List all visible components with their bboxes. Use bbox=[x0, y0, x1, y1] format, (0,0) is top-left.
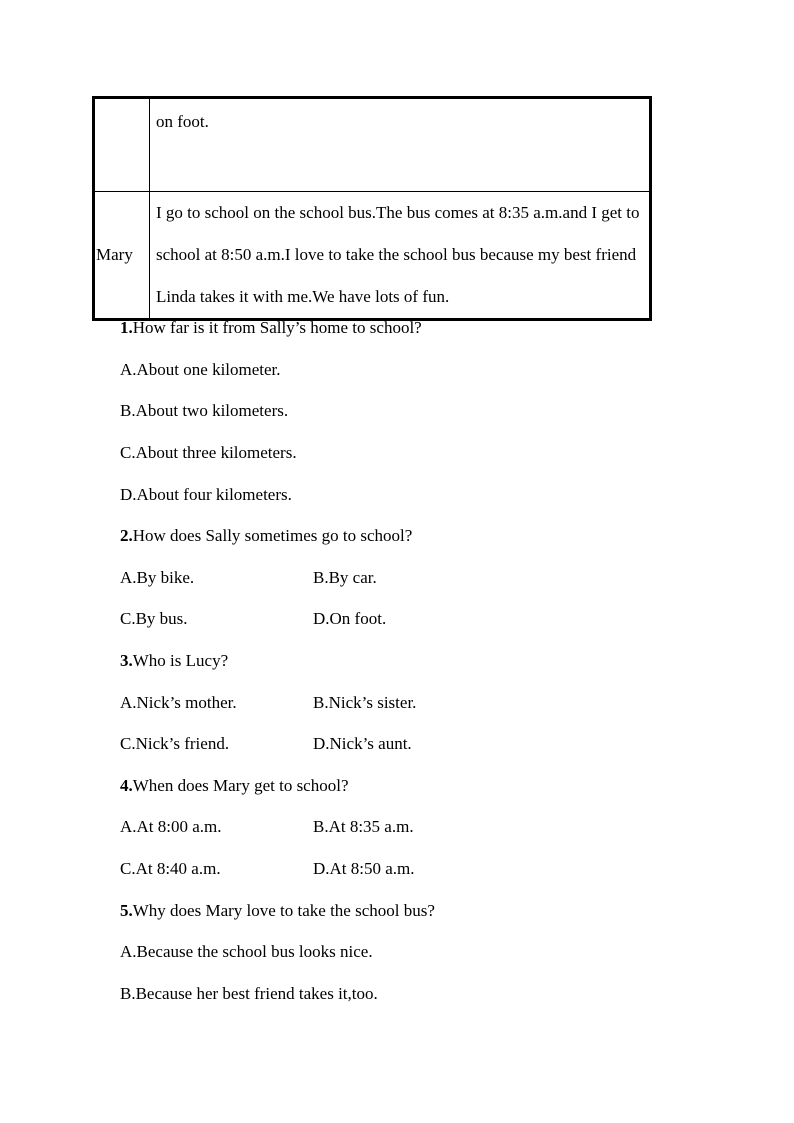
text-cell: on foot. bbox=[150, 98, 651, 192]
question-number: 5. bbox=[120, 901, 133, 920]
option: B.About two kilometers. bbox=[120, 401, 289, 420]
name-label: Mary bbox=[96, 245, 133, 264]
option: C.Nick’s friend. bbox=[120, 734, 230, 753]
option: D.On foot. bbox=[313, 609, 387, 628]
option: A.Nick’s mother. bbox=[120, 693, 237, 712]
reading-table bbox=[92, 96, 652, 321]
option: B.Because her best friend takes it,too. bbox=[120, 984, 378, 1003]
question-text: Who is Lucy? bbox=[132, 651, 229, 670]
question-text: When does Mary get to school? bbox=[132, 776, 349, 795]
question-2 bbox=[120, 526, 412, 546]
option: D.Nick’s aunt. bbox=[313, 734, 412, 753]
name-cell bbox=[94, 98, 150, 192]
question-1 bbox=[120, 318, 422, 338]
name-cell bbox=[94, 192, 150, 320]
option: A.By bike. bbox=[120, 568, 195, 587]
question-number: 3. bbox=[120, 651, 133, 670]
question-text: Why does Mary love to take the school bus? bbox=[132, 901, 435, 920]
question-number: 4. bbox=[120, 776, 133, 795]
option: D.About four kilometers. bbox=[120, 485, 292, 504]
option: D.At 8:50 a.m. bbox=[313, 859, 415, 878]
table-row bbox=[94, 98, 651, 192]
option: B.At 8:35 a.m. bbox=[313, 817, 414, 836]
question-number: 2. bbox=[120, 526, 133, 545]
option: A.Because the school bus looks nice. bbox=[120, 942, 373, 961]
option: C.By bus. bbox=[120, 609, 188, 628]
text-cell: I go to school on the school bus.The bus comes at 8:35 a.m.and I get to school at 8:50 a.m.I love to take the school bus because my best friend Linda takes it with me.We have lots of fun. bbox=[150, 192, 651, 320]
option: A.At 8:00 a.m. bbox=[120, 817, 222, 836]
option: C.At 8:40 a.m. bbox=[120, 859, 221, 878]
question-number: 1. bbox=[120, 318, 133, 337]
question-4 bbox=[120, 776, 349, 796]
option: C.About three kilometers. bbox=[120, 443, 297, 462]
table-row bbox=[94, 192, 651, 320]
question-5 bbox=[120, 901, 435, 921]
question-3 bbox=[120, 651, 228, 671]
option: B.Nick’s sister. bbox=[313, 693, 417, 712]
question-text: How far is it from Sally’s home to school? bbox=[132, 318, 422, 337]
option: A.About one kilometer. bbox=[120, 360, 281, 379]
option: B.By car. bbox=[313, 568, 377, 587]
question-text: How does Sally sometimes go to school? bbox=[132, 526, 413, 545]
